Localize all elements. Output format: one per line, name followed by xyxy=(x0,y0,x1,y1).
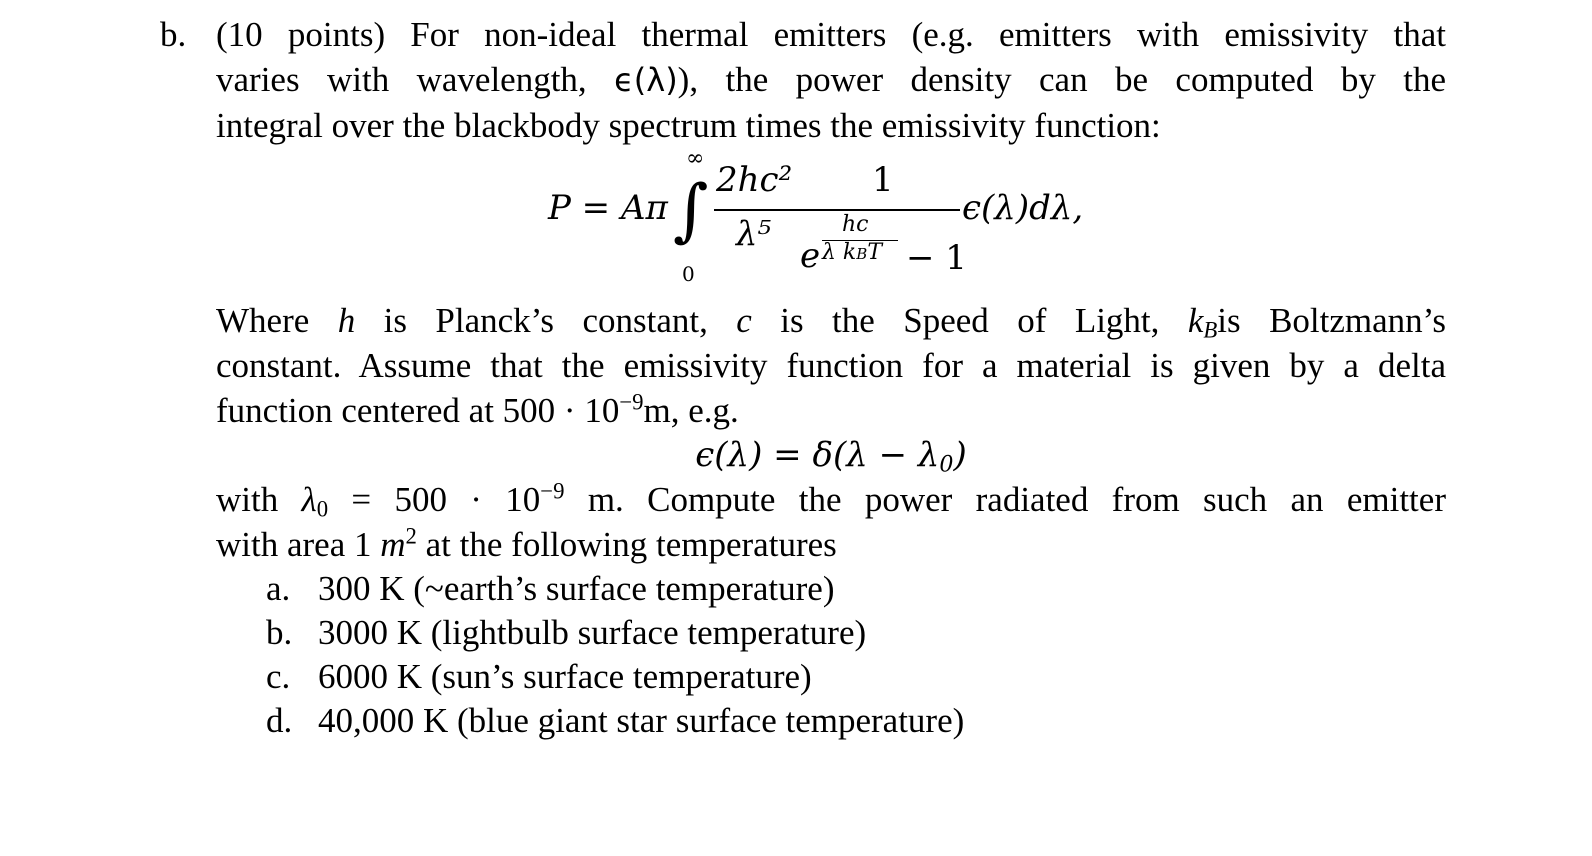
problem-line-2 xyxy=(216,57,1446,103)
equation-tail: ϵ(λ)dλ, xyxy=(962,188,1084,228)
list-item: d. 40,000 K (blue giant star surface temperature) xyxy=(266,701,965,740)
exponent-numerator: hc xyxy=(842,212,869,237)
fraction-1-bar xyxy=(714,209,798,211)
symbol-m: m xyxy=(380,525,406,564)
symbol-h: h xyxy=(337,301,356,340)
fraction-2-bar xyxy=(798,209,960,211)
exponent-denominator: λ kBT xyxy=(822,240,882,265)
fraction-1-numerator: 2hc² xyxy=(716,160,793,200)
list-item: a. 300 K (~earth’s surface temperature) xyxy=(266,569,835,608)
fraction-1-denominator: λ⁵ xyxy=(736,214,772,254)
symbol-c: c xyxy=(736,301,752,340)
explanation-line-2: constant. Assume that the emissivity function for a material is given by a delta xyxy=(216,346,1446,385)
problem-block xyxy=(160,12,1450,743)
problem-line-2-b: ), the power density can be computed by the xyxy=(677,60,1446,99)
problem-line-2-a: varies with wavelength, xyxy=(216,60,615,99)
power-equation xyxy=(216,148,1446,298)
explanation-line-1: Where h is Planck’s constant, c is the Speed of Light, $k_Bis$ Boltzmann’s xyxy=(216,301,1447,343)
symbol-lambda: λ xyxy=(301,480,317,519)
problem-marker: b. xyxy=(160,15,187,54)
fraction-2-numerator: 1 xyxy=(872,160,894,200)
problem-line-3: integral over the blackbody spectrum times the emissivity function: xyxy=(216,106,1161,145)
problem-line-1: (10 points) For non-ideal thermal emitters (e.g. emitters with emissivity that xyxy=(216,15,1446,54)
emissivity-symbol: ϵ(λ) xyxy=(614,61,678,99)
list-item: b. 3000 K (lightbulb surface temperature) xyxy=(266,613,867,652)
exponential-base: e xyxy=(800,236,821,276)
denominator-minus-one: − 1 xyxy=(906,238,967,278)
explanation-line-3: function centered at $500 \cdot 10^{-9}m$, e.g. xyxy=(216,389,739,430)
integral-lower-limit: 0 xyxy=(682,262,695,286)
temperature-list xyxy=(266,567,1450,743)
with-lambda-line: with $\lambda_0 = 500 \cdot 10^{-9}$ m. Compute the power radiated from such an emitter xyxy=(216,478,1446,522)
integral-upper-limit: ∞ xyxy=(686,146,705,171)
problem-first-line xyxy=(160,12,1450,57)
symbol-kb: $k_B$ xyxy=(1187,301,1218,343)
list-item: c. 6000 K (sun’s surface temperature) xyxy=(266,657,812,696)
equation-lhs: P = Aπ xyxy=(548,188,668,228)
integral-sign: ∫ xyxy=(673,171,709,250)
delta-equation: $\epsilon(\lambda) = \delta(\lambda - \lambda_0)$ xyxy=(695,435,967,478)
area-line: with area 1 $m^2$ at the following temperatures xyxy=(216,523,837,564)
